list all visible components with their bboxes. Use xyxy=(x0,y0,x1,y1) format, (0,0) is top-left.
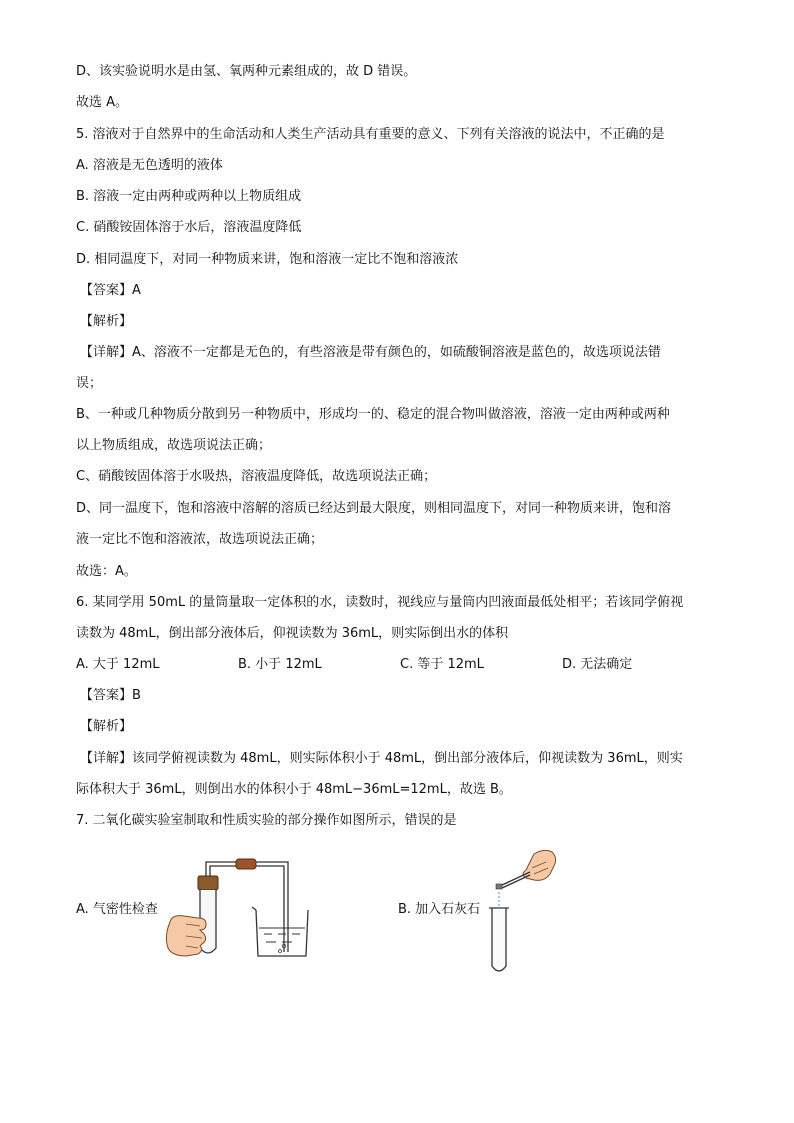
question-5-stem: 5. 溶液对于自然界中的生命活动和人类生产活动具有重要的意义、下列有关溶液的说法中，不正确的是 xyxy=(76,127,665,142)
q7-option-b-label: B. 加入石灰石 xyxy=(398,902,481,917)
q5-option-b: B. 溶液一定由两种或两种以上物质组成 xyxy=(76,189,302,204)
question-6-stem: 6. 某同学用 50mL 的量筒量取一定体积的水，读数时，视线应与量筒内凹液面最低处相平；若该同学俯视 xyxy=(76,595,684,610)
q6-option-d: D. 无法确定 xyxy=(562,657,633,672)
q5-answer: 【答案】A xyxy=(80,283,141,298)
q5-detail-line: 误； xyxy=(76,376,103,391)
q5-detail-line: 【详解】A、溶液不一定都是无色的，有些溶液是带有颜色的，如硫酸铜溶液是蓝色的，故选项说法错 xyxy=(80,345,661,360)
question-6-stem: 读数为 48mL，倒出部分液体后，仰视读数为 36mL，则实际倒出水的体积 xyxy=(76,626,509,641)
q6-option-c: C. 等于 12mL xyxy=(400,657,484,672)
q6-answer: 【答案】B xyxy=(80,688,141,703)
q6-detail-line: 【详解】该同学俯视读数为 48mL，则实际体积小于 48mL，倒出部分液体后，仰视读数为 36mL，则实 xyxy=(80,751,683,766)
q5-detail-line: 以上物质组成，故选项说法正确； xyxy=(76,438,272,453)
q7-option-a-label: A. 气密性检查 xyxy=(76,902,158,917)
q6-option-a: A. 大于 12mL xyxy=(76,657,160,672)
q5-option-c: C. 硝酸铵固体溶于水后，溶液温度降低 xyxy=(76,220,302,235)
question-7-stem: 7. 二氧化碳实验室制取和性质实验的部分操作如图所示，错误的是 xyxy=(76,813,457,828)
q5-detail-line: B、一种或几种物质分散到另一种物质中，形成均一的、稳定的混合物叫做溶液，溶液一定由两种或两种 xyxy=(76,407,670,422)
airtightness-check-figure xyxy=(160,852,320,962)
q6-analysis-heading: 【解析】 xyxy=(80,719,133,734)
q5-detail-line: 液一定比不饱和溶液浓，故选项说法正确； xyxy=(76,532,324,547)
q6-detail-line: 际体积大于 36mL，则倒出水的体积小于 48mL−36mL=12mL，故选 B。 xyxy=(76,782,512,797)
text-line: 故选 A。 xyxy=(76,95,129,110)
q5-detail-line: D、同一温度下，饱和溶液中溶解的溶质已经达到最大限度，则相同温度下，对同一种物质来讲，饱和溶 xyxy=(76,501,672,516)
q5-detail-line: C、硝酸铵固体溶于水吸热，溶液温度降低，故选项说法正确； xyxy=(76,469,437,484)
q5-option-d: D. 相同温度下，对同一种物质来讲，饱和溶液一定比不饱和溶液浓 xyxy=(76,252,459,267)
q6-option-b: B. 小于 12mL xyxy=(238,657,322,672)
q5-option-a: A. 溶液是无色透明的液体 xyxy=(76,158,223,173)
text-line: D、该实验说明水是由氢、氧两种元素组成的，故 D 错误。 xyxy=(76,64,417,79)
q5-conclusion: 故选：A。 xyxy=(76,564,137,579)
add-limestone-figure xyxy=(480,844,570,976)
q5-analysis-heading: 【解析】 xyxy=(80,314,133,329)
